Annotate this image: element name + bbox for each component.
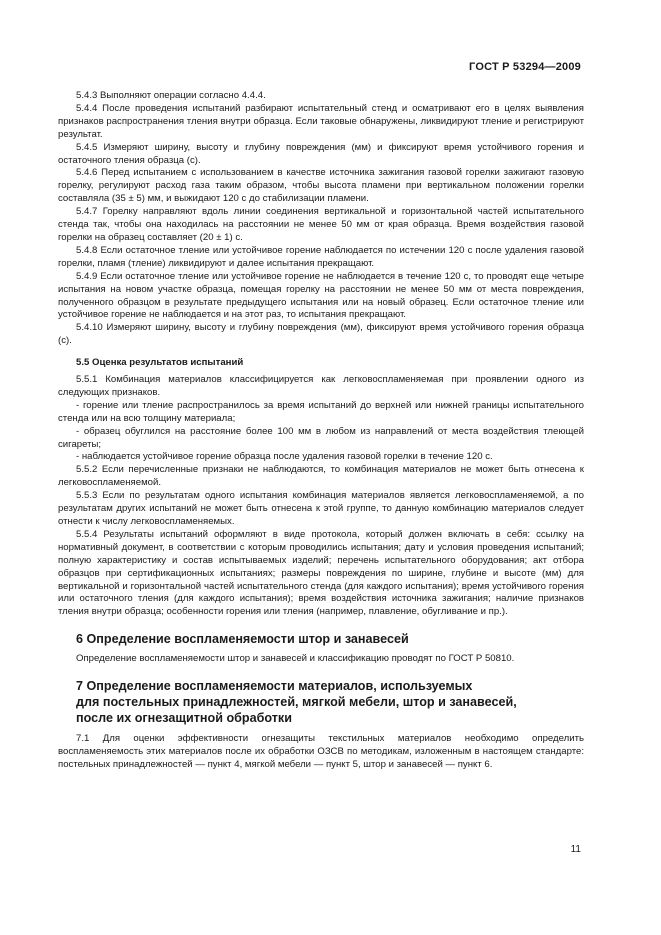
- subsection-heading-5-5: 5.5 Оценка результатов испытаний: [76, 357, 244, 369]
- page-number: 11: [570, 844, 581, 855]
- section-7-heading-line-3: после их огнезащитной обработки: [76, 711, 292, 726]
- paragraph-5-5-4: 5.5.4 Результаты испытаний оформляют в виде протокола, который должен включать в себя: ссылку на нормативный документ, в соответствии с которым проводились испытания; дату и условия проведения испытаний; полную характеристику и состав испытываемых изделий; перечень испытательного оборудования; акт отбора образцов при сертификационных испытаниях; размеры повреждения по ширине, глубине и высоте (мм) для вертикальной и горизонтальной частей испытательного стенда (для каждого испытания); время устойчивого горения или остаточного тления (для каждого испытания); время воздействия источника зажигания; наличие признаков тления внутри образца; особенности горения или тления (например, плавление, обугливание и пр.).: [58, 528, 584, 618]
- list-item-criterion-1: - горение или тление распространилось за время испытаний до верхней или нижней границы испытательного стенда или на всю толщину материала;: [58, 399, 584, 424]
- paragraph-5-5-2: 5.5.2 Если перечисленные признаки не наблюдаются, то комбинация материалов не может быть отнесена к легковоспламеняемой.: [58, 464, 584, 489]
- section-7-heading-line-2: для постельных принадлежностей, мягкой мебели, штор и занавесей,: [76, 694, 517, 709]
- section-7-heading-line-1: 7 Определение воспламеняемости материалов, используемых: [76, 678, 473, 693]
- paragraph-5-4-7: 5.4.7 Горелку направляют вдоль линии соединения вертикальной и горизонтальной частей испытательного стенда так, чтобы она находилась на расстоянии не менее 50 мм от края образца. Время воздействия газовой горелки на образец составляет (20 ± 1) с.: [58, 206, 584, 243]
- paragraph-5-4-6: 5.4.6 Перед испытанием с использованием в качестве источника зажигания газовой горелки зажигают газовую горелку, регулируют расход газа таким образом, чтобы высота пламени при вертикальном положении горелки составляла (35 ± 5) мм, и выжидают 120 с до стабилизации пламени.: [58, 167, 584, 205]
- document-number-header: ГОСТ Р 53294—2009: [469, 61, 581, 73]
- list-item-criterion-2: - образец обуглился на расстояние более 100 мм в любом из направлений от места воздействия тлеющей сигареты;: [58, 425, 584, 450]
- paragraph-5-4-4: 5.4.4 После проведения испытаний разбирают испытательный стенд и осматривают его в целях выявления признаков распространения тления внутри образца. Если таковые обнаружены, ликвидируют тление и регистрируют результат.: [58, 102, 584, 140]
- paragraph-5-5-3: 5.5.3 Если по результатам одного испытания комбинация материалов является легковоспламеняемой, а по результатам других испытаний не может быть отнесена к этой группе, то данную комбинацию материалов следует отнести к числу легковоспламеняемых.: [58, 490, 584, 527]
- paragraph-5-4-3: 5.4.3 Выполняют операции согласно 4.4.4.: [76, 90, 266, 101]
- paragraph-5-5-1: 5.5.1 Комбинация материалов классифицируется как легковоспламеняемая при проявлении одного из следующих признаков.: [58, 374, 584, 398]
- section-6-text: Определение воспламеняемости штор и занавесей и классификацию проводят по ГОСТ Р 50810.: [76, 652, 515, 664]
- paragraph-5-4-5: 5.4.5 Измеряют ширину, высоту и глубину повреждения (мм) и фиксируют время устойчивого горения и остаточного тления образца (с).: [58, 141, 584, 166]
- paragraph-5-4-10: 5.4.10 Измеряют ширину, высоту и глубину повреждения (мм), фиксируют время устойчивого горения образца (с).: [58, 322, 584, 347]
- list-item-criterion-3: - наблюдается устойчивое горение образца после удаления газовой горелки в течение 120 с.: [76, 451, 493, 463]
- paragraph-5-4-8: 5.4.8 Если остаточное тление или устойчивое горение наблюдается по истечении 120 с после удаления газовой горелки, пламя (тление) ликвидируют и далее испытания прекращают.: [58, 244, 584, 269]
- paragraph-7-1: 7.1 Для оценки эффективности огнезащиты текстильных материалов необходимо определить воспламеняемость этих материалов после их обработки ОЗСВ по методикам, изложенным в настоящем стандарте: постельных принадлежностей — пункт 4, мягкой мебели — пункт 5, штор и занавесей — пункт 6.: [58, 732, 584, 770]
- paragraph-5-4-9: 5.4.9 Если остаточное тление или устойчивое горение не наблюдается в течение 120 с, то проводят еще четыре испытания на новом участке образца, помещая горелку на расстоянии не менее 50 мм от места повреждения, полученного образцом в результате предыдущего испытания или на новый образец. Если остаточное тление или устойчивое горение не наблюдается и на этот раз, то испытания прекращают.: [58, 270, 584, 321]
- page-content: [58, 90, 584, 772]
- section-6-heading: 6 Определение воспламеняемости штор и занавесей: [76, 632, 409, 647]
